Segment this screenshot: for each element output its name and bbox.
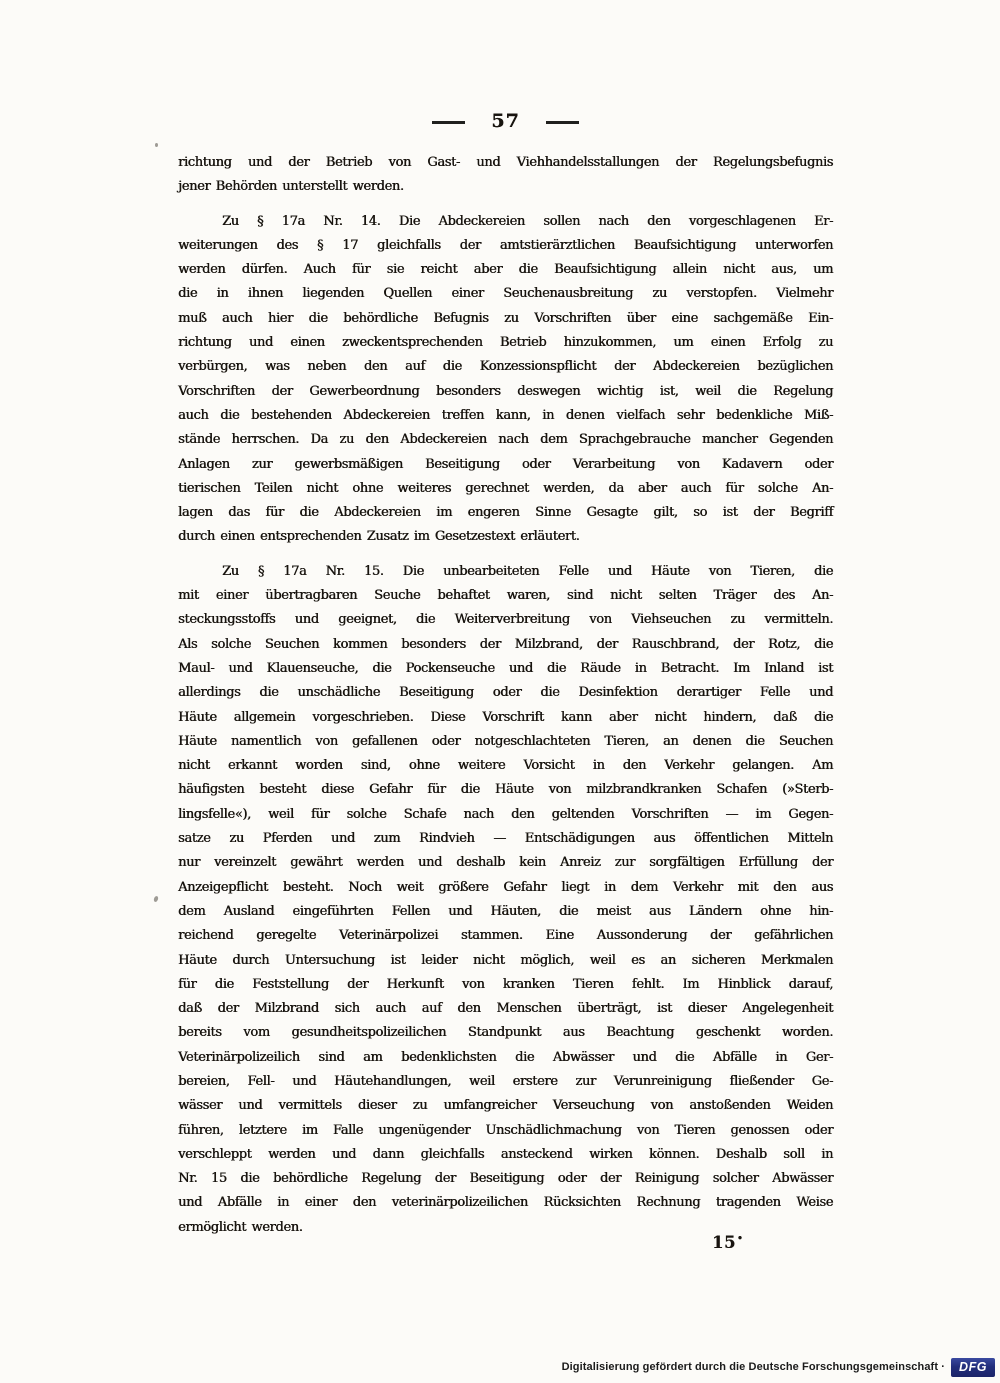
text-line: verschleppt werden und dann gleichfalls ansteckend wirken können. Deshalb soll in [178,1146,833,1162]
paragraph [178,560,833,1240]
text-line: jener Behörden unterstellt werden. [178,179,404,195]
signature-mark [712,1233,743,1252]
text-line: muß auch hier die behördliche Befugnis zu Vorschriften über eine sachgemäße Ein- [178,310,833,326]
text-line: steckungsstoffs und geeignet, die Weiterverbreitung von Viehseuchen zu vermitteln. [178,612,833,628]
text-line: Zu § 17a Nr. 14. Die Abdeckereien sollen nach den vorgeschlagenen Er- [222,213,833,229]
text-line: daß der Milzbrand sich auch auf den Menschen überträgt, ist dieser Angelegenheit [178,1001,833,1017]
text-line: auch die bestehenden Abdeckereien treffen kann, in denen vielfach sehr bedenkliche Miß- [178,407,833,423]
text-line: durch einen entsprechenden Zusatz im Gesetzestext erläutert. [178,529,580,545]
text-line: bereits vom gesundheitspolizeilichen Standpunkt aus Beachtung geschenkt worden. [178,1025,833,1041]
text-line: nicht erkannt worden sind, ohne weitere Vorsicht in den Verkehr gelangen. Am [178,758,833,774]
text-line: satze zu Pferden und zum Rindvieh — Entschädigungen aus öffentlichen Mitteln [178,831,833,847]
text-line: Anzeigepflicht besteht. Noch weit größere Gefahr liegt in dem Verkehr mit den aus [178,879,833,895]
text-line: nur vereinzelt gewährt werden und deshalb kein Anreiz zur sorgfältigen Erfüllung der [178,855,833,871]
text-line: Maul- und Klauenseuche, die Pockenseuche und die Räude in Betracht. Im Inland ist [178,660,833,676]
text-line: stände herrschen. Da zu den Abdeckereien nach dem Sprachgebrauche mancher Gegenden [178,432,833,448]
text-line: lingsfelle«), weil für solche Schafe nach den geltenden Vorschriften — im Gegen- [178,806,833,822]
text-block [178,151,833,1240]
page-number-dash-right [546,121,579,124]
digitization-credit-text: Digitalisierung gefördert durch die Deutsche Forschungsgemeinschaft · [561,1361,945,1373]
text-line: Nr. 15 die behördliche Regelung der Beseitigung oder der Reinigung solcher Abwässer [178,1171,833,1187]
paragraph [178,210,833,550]
text-line: richtung und der Betrieb von Gast- und Viehhandelsstallungen der Regelungsbefugnis [178,155,833,170]
text-line: für die Feststellung der Herkunft von kranken Tieren fehlt. Im Hinblick darauf, [178,976,833,992]
page-number-value: 57 [491,110,520,132]
text-line: und Abfälle in einer den veterinärpolizeilichen Rücksichten Rechnung tragenden Weise [178,1195,833,1211]
paragraph [178,151,833,200]
text-line: weiterungen des § 17 gleichfalls der amtstierärztlichen Beaufsichtigung unterworfen [178,237,833,253]
text-line: mit einer übertragbaren Seuche behaftet waren, sind nicht selten Träger des An- [178,588,833,604]
scan-speck [153,895,159,902]
signature-mark-star: • [736,1234,744,1244]
text-line: richtung und einen zweckentsprechenden Betrieb hinzukommen, um einen Erfolg zu [178,335,833,351]
text-line: verbürgen, was neben den auf die Konzessionspflicht der Abdeckereien bezüglichen [178,359,833,375]
text-line: tierischen Teilen nicht ohne weiteres gerechnet werden, da aber auch für solche An- [178,480,833,496]
text-line: Häute durch Untersuchung ist leider nicht möglich, weil es an sicheren Merkmalen [178,952,833,968]
text-line: allerdings die unschädliche Beseitigung oder die Desinfektion derartiger Felle und [178,685,833,701]
text-line: werden dürfen. Auch für sie reicht aber die Beaufsichtigung allein nicht aus, um [178,262,833,278]
text-line: Vorschriften der Gewerbeordnung besonders deswegen wichtig ist, weil die Regelung [178,383,833,399]
text-line: Zu § 17a Nr. 15. Die unbearbeiteten Felle und Häute von Tieren, die [222,563,833,579]
text-line: wässer und vermittels dieser zu umfangreicher Verseuchung von anstoßenden Weiden [178,1098,833,1114]
page-number-dash-left [432,121,465,124]
text-line: Häute namentlich von gefallenen oder notgeschlachteten Tieren, an denen die Seuchen [178,733,833,749]
page-number [178,110,833,132]
text-line: Anlagen zur gewerbsmäßigen Beseitigung oder Verarbeitung von Kadavern oder [178,456,833,472]
text-line: bereien, Fell- und Häutehandlungen, weil erstere zur Verunreinigung fließender Ge- [178,1073,833,1089]
text-line: Häute allgemein vorgeschrieben. Diese Vorschrift kann aber nicht hindern, daß die [178,709,833,725]
digitization-footer [562,1356,995,1378]
signature-mark-number: 15 [712,1233,736,1252]
text-line: Als solche Seuchen kommen besonders der Milzbrand, der Rauschbrand, der Rotz, die [178,636,833,652]
text-line: ermöglicht werden. [178,1219,303,1235]
text-line: häufigsten besteht diese Gefahr für die Häute von milzbrandkranken Schafen (»Sterb- [178,782,833,798]
text-line: lagen das für die Abdeckereien im engeren Sinne Gesagte gilt, so ist der Begriff [178,505,833,521]
dfg-logo: DFG [951,1358,995,1377]
text-line: die in ihnen liegenden Quellen einer Seuchenausbreitung zu verstopfen. Vielmehr [178,286,833,302]
text-line: dem Ausland eingeführten Fellen und Häuten, die meist aus Ländern ohne hin- [178,903,833,919]
scan-speck [155,143,158,147]
text-line: führen, letztere im Falle ungenügender Unschädlichmachung von Tieren genossen oder [178,1122,833,1138]
text-line: reichend geregelte Veterinärpolizei stammen. Eine Aussonderung der gefährlichen [178,928,833,944]
text-line: Veterinärpolizeilich sind am bedenklichsten die Abwässer und die Abfälle in Ger- [178,1049,833,1065]
